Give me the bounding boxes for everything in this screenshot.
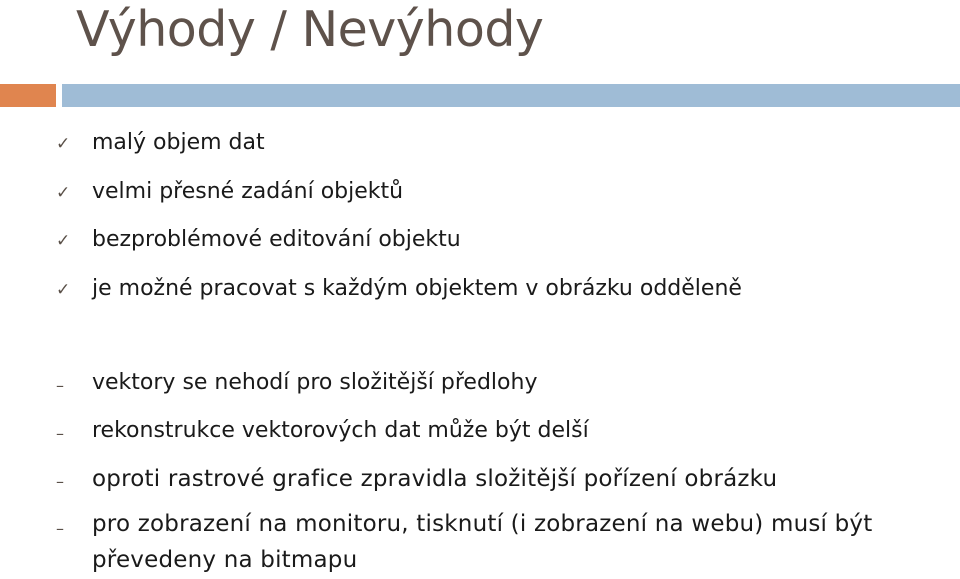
disadvantage-text: vektory se nehodí pro složitější předlohy [92,370,538,395]
dash-icon: – [56,424,64,443]
checkmark-icon: ✓ [56,183,71,203]
checkmark-icon: ✓ [56,280,71,300]
checkmark-icon: ✓ [56,231,71,251]
dash-icon: – [56,519,64,538]
advantage-text: bezproblémové editování objektu [92,227,461,252]
slide-title: Výhody / Nevýhody [76,1,544,58]
disadvantage-text: pro zobrazení na monitoru, tisknutí (i zobrazení na webu) musí být převedeny na bitmapu [92,511,873,573]
accent-bar-left [0,84,56,107]
checkmark-icon: ✓ [56,134,71,154]
disadvantage-text: oproti rastrové grafice zpravidla složitější pořízení obrázku [92,466,778,492]
dash-icon: – [56,376,64,395]
advantage-text: velmi přesné zadání objektů [92,179,404,204]
accent-bar-right [62,84,960,107]
advantage-text: je možné pracovat s každým objektem v obrázku odděleně [92,276,742,301]
dash-icon: – [56,472,64,491]
disadvantage-text: rekonstrukce vektorových dat může být delší [92,418,589,443]
advantage-text: malý objem dat [92,130,265,155]
